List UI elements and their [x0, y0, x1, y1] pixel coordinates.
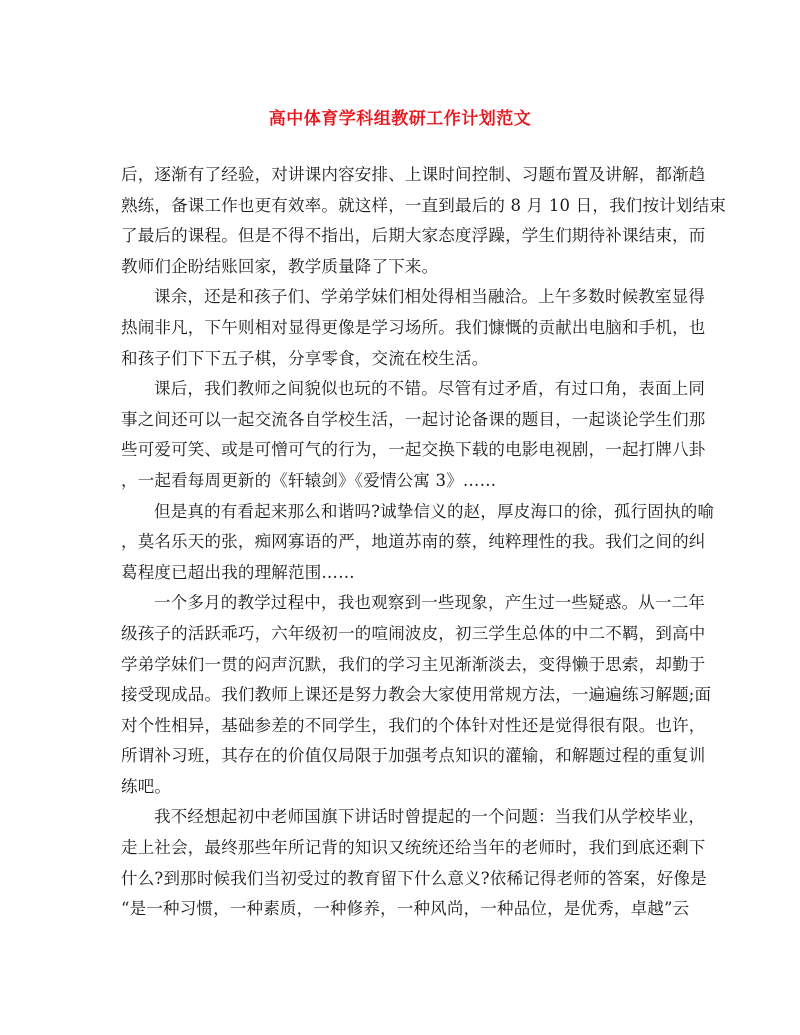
text-line: 熟练，备课工作也更有效率。就这样，一直到最后的 8 月 10 日，我们按计划结束	[121, 195, 726, 215]
text-line: 了最后的课程。但是不得不指出，后期大家态度浮躁，学生们期待补课结束，而	[121, 226, 706, 246]
paragraph-first-line: 但是真的有看起来那么和谐吗?诚挚信义的赵，厚皮海口的徐，孤行固执的喻	[154, 501, 715, 521]
text-line: 走上社会，最终那些年所记背的知识又统统还给当年的老师时，我们到底还剩下	[121, 838, 706, 858]
text-line: 事之间还可以一起交流各自学校生活，一起讨论备课的题目，一起谈论学生们那	[121, 409, 706, 429]
text-line: 练吧。	[121, 776, 172, 796]
text-line: 级孩子的活跃乖巧，六年级初一的喧闹波皮，初三学生总体的中二不羁，到高中	[121, 623, 706, 643]
paragraph-first-line: 课后，我们教师之间貌似也玩的不错。尽管有过矛盾，有过口角，表面上同	[154, 379, 706, 399]
text-line: “是一种习惯，一种素质，一种修养，一种风尚，一种品位，是优秀，卓越”云	[121, 899, 690, 919]
text-line: 所谓补习班，其存在的价值仅局限于加强考点知识的灌输，和解题过程的重复训	[121, 746, 706, 766]
text-line: 学弟学妹们一贯的闷声沉默，我们的学习主见渐渐淡去，变得懒于思索，却勤于	[121, 654, 706, 674]
paragraph-first-line: 一个多月的教学过程中，我也观察到一些现象，产生过一些疑惑。从一二年	[154, 593, 706, 613]
paragraph-first-line: 课余，还是和孩子们、学弟学妹们相处得相当融洽。上午多数时候教室显得	[154, 287, 706, 307]
text-line: 后，逐渐有了经验，对讲课内容安排、上课时间控制、习题布置及讲解，都渐趋	[121, 165, 706, 184]
text-line: 什么?到那时候我们当初受过的教育留下什么意义?依稀记得老师的答案，好像是	[121, 868, 707, 888]
document-body	[121, 160, 726, 925]
text-line: 对个性相异，基础参差的不同学生，我们的个体针对性还是觉得很有限。也许，	[121, 715, 706, 735]
text-line: 接受现成品。我们教师上课还是努力教会大家使用常规方法，一遍遍练习解题;面	[121, 685, 712, 705]
document-title: 高中体育学科组教研工作计划范文	[268, 109, 532, 129]
text-line: 热闹非凡，下午则相对显得更像是学习场所。我们慷慨的贡献出电脑和手机，也	[121, 317, 706, 337]
text-line: 葛程度已超出我的理解范围……	[121, 562, 355, 582]
text-line: 和孩子们下下五子棋，分享零食，交流在校生活。	[121, 348, 489, 368]
text-line: ，一起看每周更新的《轩辕剑》《爱情公寓 3》……	[121, 470, 497, 490]
paragraph-first-line: 我不经想起初中老师国旗下讲话时曾提起的一个问题：当我们从学校毕业，	[154, 807, 706, 827]
text-line: ，莫名乐天的张，痴网寡语的严，地道苏南的蔡，纯粹理性的我。我们之间的纠	[121, 532, 706, 552]
text-line: 教师们企盼结账回家，教学质量降了下来。	[121, 256, 439, 276]
text-line: 些可爱可笑、或是可憎可气的行为，一起交换下载的电影电视剧，一起打牌八卦	[121, 440, 706, 460]
